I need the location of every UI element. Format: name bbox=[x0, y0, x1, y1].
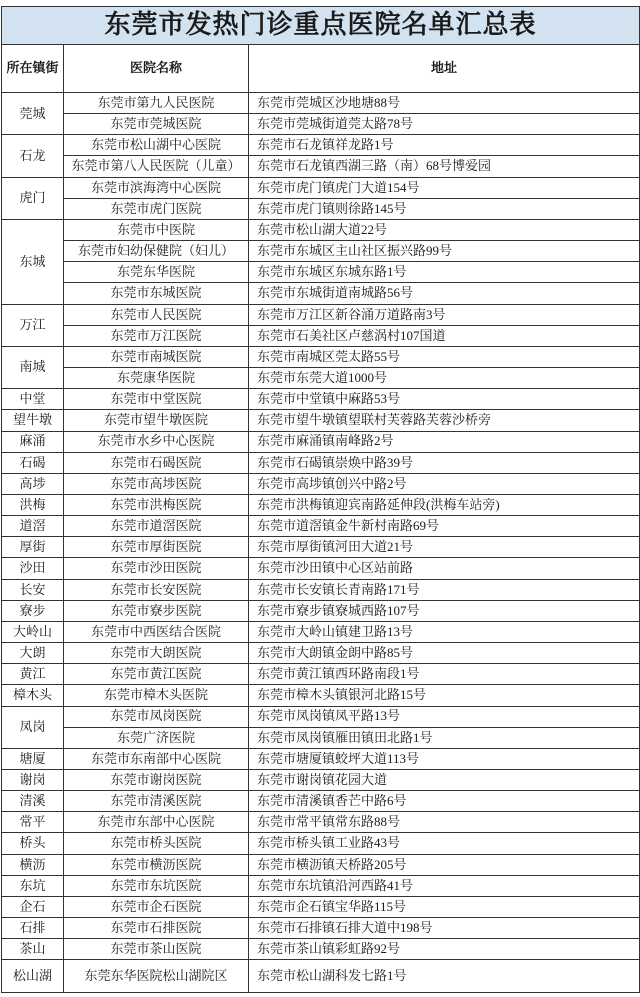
table-row bbox=[2, 473, 640, 494]
address-cell: 东莞市松山湖科发七路1号 bbox=[249, 960, 640, 993]
address-cell: 东莞市虎门镇则徐路145号 bbox=[249, 198, 640, 219]
hospital-name-cell: 东莞市第九人民医院 bbox=[64, 93, 249, 114]
hospital-name-cell: 东莞市虎门医院 bbox=[64, 198, 249, 219]
town-cell: 松山湖 bbox=[2, 960, 64, 993]
hospital-name-cell: 东莞市大朗医院 bbox=[64, 643, 249, 664]
table-row bbox=[2, 854, 640, 875]
hospital-name-cell: 东莞市黄江医院 bbox=[64, 664, 249, 685]
table-head bbox=[2, 7, 640, 93]
hospital-name-cell: 东莞市厚街医院 bbox=[64, 537, 249, 558]
hospital-roster-table bbox=[1, 6, 640, 993]
hospital-name-cell: 东莞市茶山医院 bbox=[64, 939, 249, 960]
table-row bbox=[2, 791, 640, 812]
address-cell: 东莞市洪梅镇迎宾南路延伸段(洪梅车站旁) bbox=[249, 494, 640, 515]
hospital-name-cell: 东莞康华医院 bbox=[64, 368, 249, 389]
table-row bbox=[2, 706, 640, 727]
address-cell: 东莞市麻涌镇南峰路2号 bbox=[249, 431, 640, 452]
hospital-name-cell: 东莞市滨海湾中心医院 bbox=[64, 177, 249, 198]
address-cell: 东莞市常平镇常东路88号 bbox=[249, 812, 640, 833]
address-cell: 东莞市石龙镇祥龙路1号 bbox=[249, 135, 640, 156]
table-row bbox=[2, 346, 640, 367]
town-cell: 樟木头 bbox=[2, 685, 64, 706]
hospital-name-cell: 东莞市桥头医院 bbox=[64, 833, 249, 854]
address-cell: 东莞市寮步镇寮城西路107号 bbox=[249, 600, 640, 621]
town-cell: 万江 bbox=[2, 304, 64, 346]
table-row bbox=[2, 558, 640, 579]
table-row bbox=[2, 135, 640, 156]
town-cell: 黄江 bbox=[2, 664, 64, 685]
hospital-name-cell: 东莞市洪梅医院 bbox=[64, 494, 249, 515]
town-cell: 大岭山 bbox=[2, 621, 64, 642]
address-cell: 东莞市莞城区沙地塘88号 bbox=[249, 93, 640, 114]
hospital-name-cell: 东莞市人民医院 bbox=[64, 304, 249, 325]
hospital-name-cell: 东莞东华医院松山湖院区 bbox=[64, 960, 249, 993]
town-cell: 洪梅 bbox=[2, 494, 64, 515]
address-cell: 东莞市虎门镇虎门大道154号 bbox=[249, 177, 640, 198]
table-row bbox=[2, 156, 640, 177]
hospital-name-cell: 东莞市第八人民医院（儿童） bbox=[64, 156, 249, 177]
address-cell: 东莞市沙田镇中心区站前路 bbox=[249, 558, 640, 579]
address-cell: 东莞市横沥镇天桥路205号 bbox=[249, 854, 640, 875]
hospital-name-cell: 东莞市水乡中心医院 bbox=[64, 431, 249, 452]
town-cell: 沙田 bbox=[2, 558, 64, 579]
address-cell: 东莞市望牛墩镇望联村芙蓉路芙蓉沙桥旁 bbox=[249, 410, 640, 431]
table-row bbox=[2, 368, 640, 389]
address-cell: 东莞市高埗镇创兴中路2号 bbox=[249, 473, 640, 494]
town-cell: 莞城 bbox=[2, 93, 64, 135]
table-row bbox=[2, 219, 640, 240]
table-row bbox=[2, 114, 640, 135]
page-title: 东莞市发热门诊重点医院名单汇总表 bbox=[2, 7, 640, 45]
address-cell: 东莞市道滘镇金牛新村南路69号 bbox=[249, 516, 640, 537]
hospital-name-cell: 东莞市寮步医院 bbox=[64, 600, 249, 621]
table-row bbox=[2, 939, 640, 960]
town-cell: 塘厦 bbox=[2, 748, 64, 769]
hospital-name-cell: 东莞市清溪医院 bbox=[64, 791, 249, 812]
hospital-name-cell: 东莞市企石医院 bbox=[64, 896, 249, 917]
table-row bbox=[2, 600, 640, 621]
hospital-name-cell: 东莞市石碣医院 bbox=[64, 452, 249, 473]
address-cell: 东莞市谢岗镇花园大道 bbox=[249, 770, 640, 791]
town-cell: 常平 bbox=[2, 812, 64, 833]
town-cell: 石碣 bbox=[2, 452, 64, 473]
town-cell: 石龙 bbox=[2, 135, 64, 177]
table-row bbox=[2, 283, 640, 304]
hospital-name-cell: 东莞广济医院 bbox=[64, 727, 249, 748]
hospital-table-body bbox=[2, 93, 640, 993]
table-row bbox=[2, 389, 640, 410]
address-cell: 东莞市凤岗镇雁田镇田北路1号 bbox=[249, 727, 640, 748]
town-cell: 高埗 bbox=[2, 473, 64, 494]
table-row bbox=[2, 410, 640, 431]
address-cell: 东莞市松山湖大道22号 bbox=[249, 219, 640, 240]
address-cell: 东莞市莞城街道莞太路78号 bbox=[249, 114, 640, 135]
hospital-name-cell: 东莞市凤岗医院 bbox=[64, 706, 249, 727]
address-cell: 东莞市石美社区卢慈涡村107国道 bbox=[249, 325, 640, 346]
column-header-town: 所在镇街 bbox=[2, 45, 64, 93]
hospital-name-cell: 东莞市横沥医院 bbox=[64, 854, 249, 875]
table-row bbox=[2, 262, 640, 283]
hospital-name-cell: 东莞市松山湖中心医院 bbox=[64, 135, 249, 156]
hospital-name-cell: 东莞市中西医结合医院 bbox=[64, 621, 249, 642]
town-cell: 石排 bbox=[2, 918, 64, 939]
address-cell: 东莞市东坑镇沿河西路41号 bbox=[249, 875, 640, 896]
address-cell: 东莞市黄江镇西环路南段1号 bbox=[249, 664, 640, 685]
table-row bbox=[2, 516, 640, 537]
address-cell: 东莞市清溪镇香芒中路6号 bbox=[249, 791, 640, 812]
town-cell: 谢岗 bbox=[2, 770, 64, 791]
hospital-name-cell: 东莞市中医院 bbox=[64, 219, 249, 240]
address-cell: 东莞市大朗镇金朗中路85号 bbox=[249, 643, 640, 664]
town-cell: 道滘 bbox=[2, 516, 64, 537]
table-row bbox=[2, 960, 640, 993]
address-cell: 东莞市东城街道南城路56号 bbox=[249, 283, 640, 304]
address-cell: 东莞市石龙镇西湖三路（南）68号博爱园 bbox=[249, 156, 640, 177]
table-row bbox=[2, 494, 640, 515]
table-row bbox=[2, 770, 640, 791]
town-cell: 长安 bbox=[2, 579, 64, 600]
table-row bbox=[2, 875, 640, 896]
hospital-name-cell: 东莞市望牛墩医院 bbox=[64, 410, 249, 431]
hospital-name-cell: 东莞市东城医院 bbox=[64, 283, 249, 304]
table-row bbox=[2, 579, 640, 600]
town-cell: 东坑 bbox=[2, 875, 64, 896]
hospital-name-cell: 东莞市中堂医院 bbox=[64, 389, 249, 410]
town-cell: 虎门 bbox=[2, 177, 64, 219]
address-cell: 东莞市凤岗镇凤平路13号 bbox=[249, 706, 640, 727]
town-cell: 清溪 bbox=[2, 791, 64, 812]
hospital-name-cell: 东莞市高埗医院 bbox=[64, 473, 249, 494]
address-cell: 东莞市石碣镇崇焕中路39号 bbox=[249, 452, 640, 473]
table-row bbox=[2, 241, 640, 262]
address-cell: 东莞市厚街镇河田大道21号 bbox=[249, 537, 640, 558]
table-row bbox=[2, 664, 640, 685]
hospital-name-cell: 东莞市道滘医院 bbox=[64, 516, 249, 537]
table-row bbox=[2, 325, 640, 346]
town-cell: 麻涌 bbox=[2, 431, 64, 452]
address-cell: 东莞市桥头镇工业路43号 bbox=[249, 833, 640, 854]
address-cell: 东莞市万江区新谷涌万道路南3号 bbox=[249, 304, 640, 325]
hospital-name-cell: 东莞东华医院 bbox=[64, 262, 249, 283]
hospital-name-cell: 东莞市妇幼保健院（妇儿） bbox=[64, 241, 249, 262]
address-cell: 东莞市中堂镇中麻路53号 bbox=[249, 389, 640, 410]
hospital-name-cell: 东莞市东南部中心医院 bbox=[64, 748, 249, 769]
town-cell: 大朗 bbox=[2, 643, 64, 664]
town-cell: 凤岗 bbox=[2, 706, 64, 748]
town-cell: 厚街 bbox=[2, 537, 64, 558]
table-row bbox=[2, 748, 640, 769]
table-row bbox=[2, 643, 640, 664]
hospital-name-cell: 东莞市万江医院 bbox=[64, 325, 249, 346]
column-header-address: 地址 bbox=[249, 45, 640, 93]
town-cell: 中堂 bbox=[2, 389, 64, 410]
address-cell: 东莞市樟木头镇银河北路15号 bbox=[249, 685, 640, 706]
table-row bbox=[2, 812, 640, 833]
hospital-name-cell: 东莞市长安医院 bbox=[64, 579, 249, 600]
town-cell: 桥头 bbox=[2, 833, 64, 854]
address-cell: 东莞市东城区主山社区振兴路99号 bbox=[249, 241, 640, 262]
address-cell: 东莞市南城区莞太路55号 bbox=[249, 346, 640, 367]
table-row bbox=[2, 93, 640, 114]
address-cell: 东莞市茶山镇彩虹路92号 bbox=[249, 939, 640, 960]
table-row bbox=[2, 304, 640, 325]
hospital-name-cell: 东莞市石排医院 bbox=[64, 918, 249, 939]
town-cell: 南城 bbox=[2, 346, 64, 388]
hospital-name-cell: 东莞市谢岗医院 bbox=[64, 770, 249, 791]
title-row bbox=[2, 7, 640, 45]
table-row bbox=[2, 685, 640, 706]
town-cell: 茶山 bbox=[2, 939, 64, 960]
address-cell: 东莞市长安镇长青南路171号 bbox=[249, 579, 640, 600]
hospital-name-cell: 东莞市东坑医院 bbox=[64, 875, 249, 896]
table-row bbox=[2, 918, 640, 939]
table-row bbox=[2, 833, 640, 854]
column-header-hospital-name: 医院名称 bbox=[64, 45, 249, 93]
hospital-name-cell: 东莞市樟木头医院 bbox=[64, 685, 249, 706]
column-header-row bbox=[2, 45, 640, 93]
address-cell: 东莞市大岭山镇建卫路13号 bbox=[249, 621, 640, 642]
town-cell: 企石 bbox=[2, 896, 64, 917]
table-row bbox=[2, 537, 640, 558]
address-cell: 东莞市东莞大道1000号 bbox=[249, 368, 640, 389]
town-cell: 东城 bbox=[2, 219, 64, 304]
hospital-name-cell: 东莞市东部中心医院 bbox=[64, 812, 249, 833]
town-cell: 寮步 bbox=[2, 600, 64, 621]
address-cell: 东莞市塘厦镇蛟坪大道113号 bbox=[249, 748, 640, 769]
town-cell: 望牛墩 bbox=[2, 410, 64, 431]
table-row bbox=[2, 896, 640, 917]
address-cell: 东莞市石排镇石排大道中198号 bbox=[249, 918, 640, 939]
town-cell: 横沥 bbox=[2, 854, 64, 875]
table-row bbox=[2, 177, 640, 198]
table-row bbox=[2, 431, 640, 452]
hospital-name-cell: 东莞市莞城医院 bbox=[64, 114, 249, 135]
hospital-name-cell: 东莞市南城医院 bbox=[64, 346, 249, 367]
table-row bbox=[2, 452, 640, 473]
hospital-name-cell: 东莞市沙田医院 bbox=[64, 558, 249, 579]
table-row bbox=[2, 621, 640, 642]
table-row bbox=[2, 727, 640, 748]
table-row bbox=[2, 198, 640, 219]
address-cell: 东莞市企石镇宝华路115号 bbox=[249, 896, 640, 917]
address-cell: 东莞市东城区东城东路1号 bbox=[249, 262, 640, 283]
